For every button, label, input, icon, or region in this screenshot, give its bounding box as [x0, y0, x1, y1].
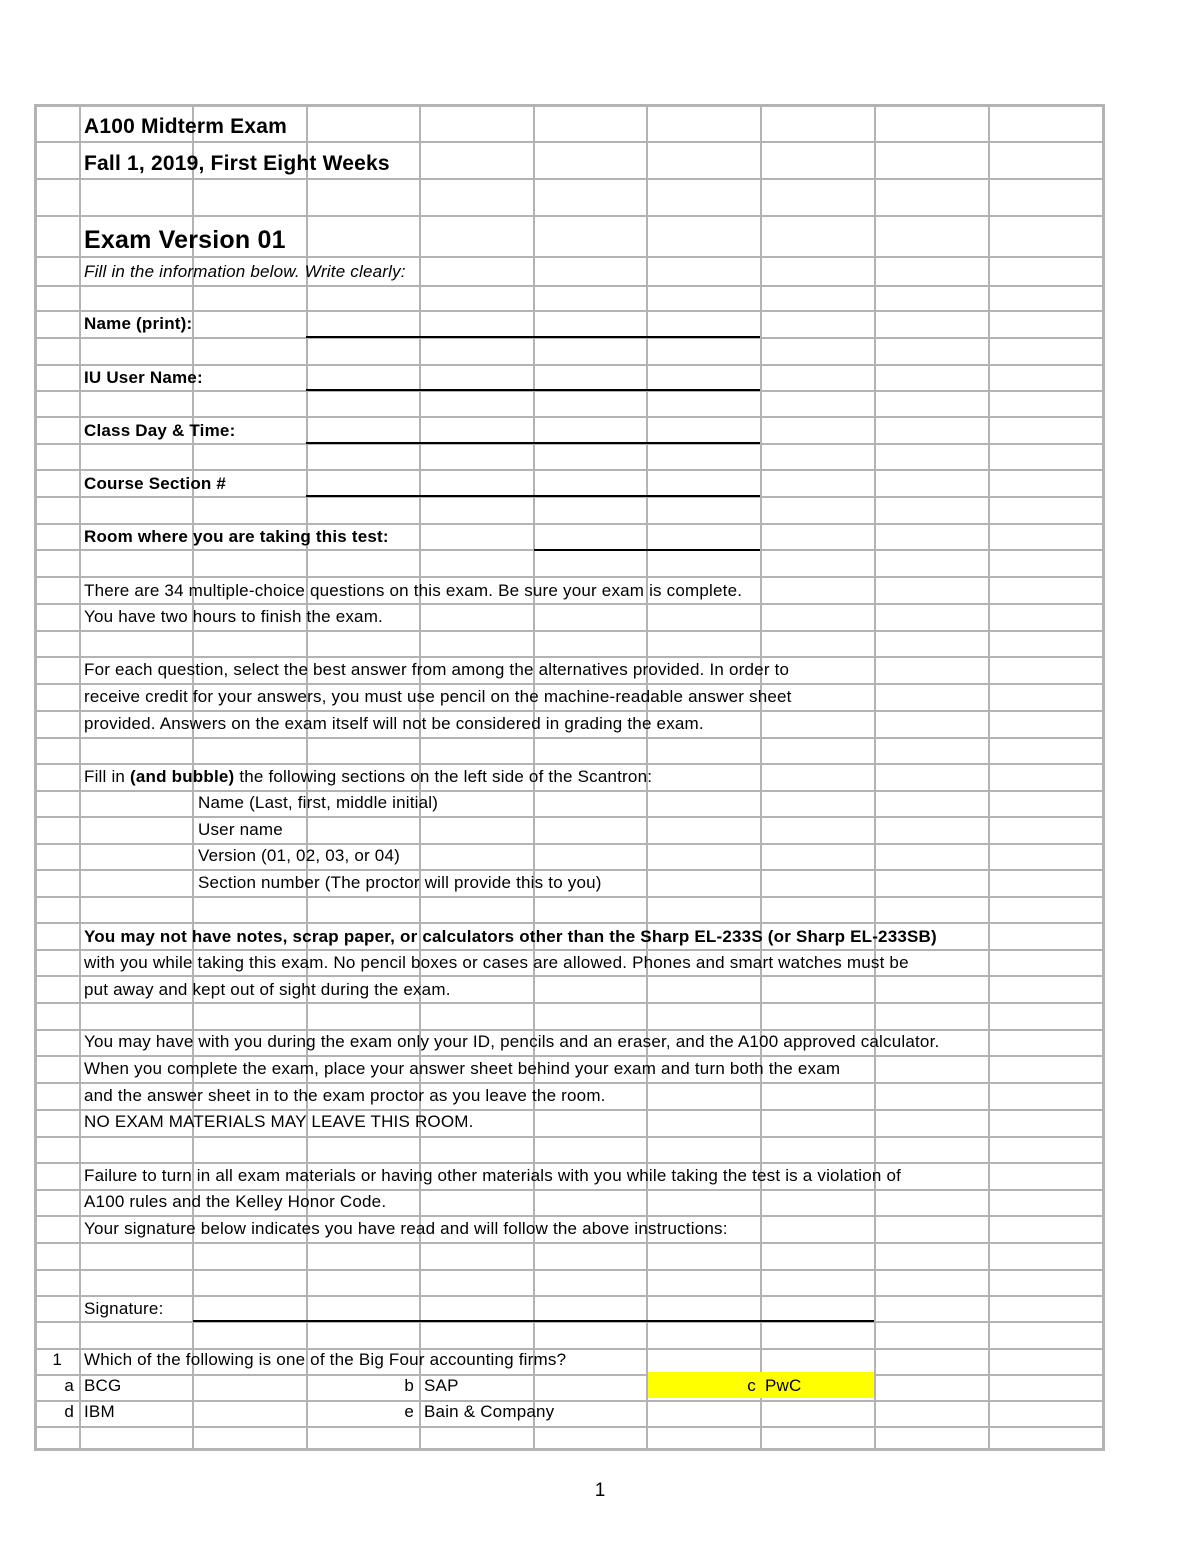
gridline-horizontal: [34, 1448, 1105, 1451]
instruction-line: When you complete the exam, place your answer sheet behind your exam and turn both the exam: [84, 1059, 841, 1078]
class-time-label: Class Day & Time:: [84, 421, 236, 440]
question-text: Which of the following is one of the Big Four accounting firms?: [84, 1350, 567, 1369]
gridline-horizontal: [34, 285, 1105, 287]
page-number: 1: [594, 1480, 606, 1501]
gridline-horizontal: [34, 364, 1105, 366]
signature-line[interactable]: [193, 1320, 874, 1322]
gridline-horizontal: [34, 1400, 1105, 1402]
gridline-horizontal: [34, 1374, 1105, 1376]
scantron-item: Name (Last, first, middle initial): [198, 793, 439, 812]
gridline-horizontal: [34, 1269, 1105, 1271]
gridline-horizontal: [34, 310, 1105, 312]
exam-title: A100 Midterm Exam: [84, 115, 287, 138]
fill-instruction: Fill in the information below. Write clearly:: [84, 262, 406, 281]
section-label: Course Section #: [84, 474, 227, 493]
gridline-horizontal: [34, 683, 1105, 685]
materials-warning: You may not have notes, scrap paper, or calculators other than the Sharp EL-233S (or Sharp EL-233SB): [84, 927, 937, 946]
gridline-horizontal: [34, 790, 1105, 792]
gridline-horizontal: [34, 1215, 1105, 1217]
option-letter: d: [64, 1402, 74, 1421]
gridline-vertical: [34, 104, 37, 1450]
option-letter: a: [64, 1376, 74, 1395]
instruction-line: A100 rules and the Kelley Honor Code.: [84, 1192, 387, 1211]
gridline-horizontal: [34, 1162, 1105, 1164]
option-letter: b: [404, 1376, 414, 1395]
user-name-label: IU User Name:: [84, 368, 203, 387]
gridline-horizontal: [34, 603, 1105, 605]
gridline-horizontal: [34, 763, 1105, 765]
option-text[interactable]: Bain & Company: [424, 1402, 555, 1421]
scantron-item: User name: [198, 820, 283, 839]
gridline-horizontal: [34, 869, 1105, 871]
instruction-line: NO EXAM MATERIALS MAY LEAVE THIS ROOM.: [84, 1112, 474, 1131]
gridline-horizontal: [34, 1029, 1105, 1031]
gridline-horizontal: [34, 1002, 1105, 1004]
gridline-horizontal: [34, 416, 1105, 418]
gridline-horizontal: [34, 1189, 1105, 1191]
option-text[interactable]: BCG: [84, 1376, 122, 1395]
scantron-instruction: [84, 767, 652, 787]
instruction-line: Your signature below indicates you have read and will follow the above instructions:: [84, 1219, 728, 1238]
gridline-horizontal: [34, 215, 1105, 217]
option-letter: c: [747, 1376, 756, 1395]
room-label: Room where you are taking this test:: [84, 527, 389, 546]
class-time-line[interactable]: [306, 442, 760, 444]
gridline-horizontal: [34, 1082, 1105, 1084]
scantron-instruction-bold: (and bubble): [130, 767, 235, 786]
gridline-horizontal: [34, 178, 1105, 180]
question-number: 1: [52, 1350, 62, 1369]
gridline-vertical: [760, 104, 762, 1450]
gridline-horizontal: [34, 949, 1105, 951]
gridline-horizontal: [34, 896, 1105, 898]
option-text[interactable]: SAP: [424, 1376, 459, 1395]
scantron-item: Section number (The proctor will provide this to you): [198, 873, 602, 892]
gridline-horizontal: [34, 576, 1105, 578]
gridline-horizontal: [34, 1426, 1105, 1428]
gridline-horizontal: [34, 469, 1105, 471]
instruction-line: and the answer sheet in to the exam proctor as you leave the room.: [84, 1086, 606, 1105]
exam-version: Exam Version 01: [84, 226, 286, 254]
gridline-horizontal: [34, 843, 1105, 845]
instruction-line: receive credit for your answers, you must use pencil on the machine-readable answer sheet: [84, 687, 792, 706]
option-letter: e: [404, 1402, 414, 1421]
room-line[interactable]: [534, 549, 760, 551]
gridline-horizontal: [34, 710, 1105, 712]
gridline-horizontal: [34, 1136, 1105, 1138]
gridline-horizontal: [34, 630, 1105, 632]
user-name-line[interactable]: [306, 389, 760, 391]
name-label: Name (print):: [84, 314, 193, 333]
option-text-correct[interactable]: PwC: [765, 1376, 802, 1395]
gridline-horizontal: [34, 104, 1105, 107]
gridline-horizontal: [34, 523, 1105, 525]
gridline-horizontal: [34, 1109, 1105, 1111]
exam-term: Fall 1, 2019, First Eight Weeks: [84, 152, 390, 175]
instruction-line: There are 34 multiple-choice questions on this exam. Be sure your exam is complete.: [84, 581, 743, 600]
gridline-horizontal: [34, 656, 1105, 658]
instruction-line: Failure to turn in all exam materials or having other materials with you while taking the test is a violation of: [84, 1166, 902, 1185]
gridline-horizontal: [34, 975, 1105, 977]
section-line[interactable]: [306, 495, 760, 497]
gridline-horizontal: [34, 816, 1105, 818]
scantron-instruction-post: the following sections on the left side of the Scantron:: [234, 767, 653, 786]
gridline-horizontal: [34, 922, 1105, 924]
gridline-vertical: [79, 104, 81, 1450]
option-text[interactable]: IBM: [84, 1402, 115, 1421]
instruction-line: with you while taking this exam. No pencil boxes or cases are allowed. Phones and smart watches must be: [84, 953, 909, 972]
gridline-horizontal: [34, 1295, 1105, 1297]
gridline-vertical: [874, 104, 876, 1450]
instruction-line: You may have with you during the exam only your ID, pencils and an eraser, and the A100 approved calculator.: [84, 1032, 940, 1051]
scantron-instruction-pre: Fill in: [84, 767, 130, 786]
signature-label: Signature:: [84, 1299, 164, 1318]
gridline-horizontal: [34, 1055, 1105, 1057]
gridline-horizontal: [34, 737, 1105, 739]
gridline-vertical: [988, 104, 990, 1450]
gridline-horizontal: [34, 141, 1105, 143]
scantron-item: Version (01, 02, 03, or 04): [198, 846, 400, 865]
instruction-line: For each question, select the best answer from among the alternatives provided. In order to: [84, 660, 790, 679]
gridline-horizontal: [34, 1242, 1105, 1244]
gridline-vertical: [1102, 104, 1105, 1450]
instruction-line: provided. Answers on the exam itself will not be considered in grading the exam.: [84, 714, 704, 733]
instruction-line: put away and kept out of sight during the exam.: [84, 980, 451, 999]
name-line[interactable]: [306, 336, 760, 338]
instruction-line: You have two hours to finish the exam.: [84, 607, 383, 626]
gridline-horizontal: [34, 256, 1105, 258]
